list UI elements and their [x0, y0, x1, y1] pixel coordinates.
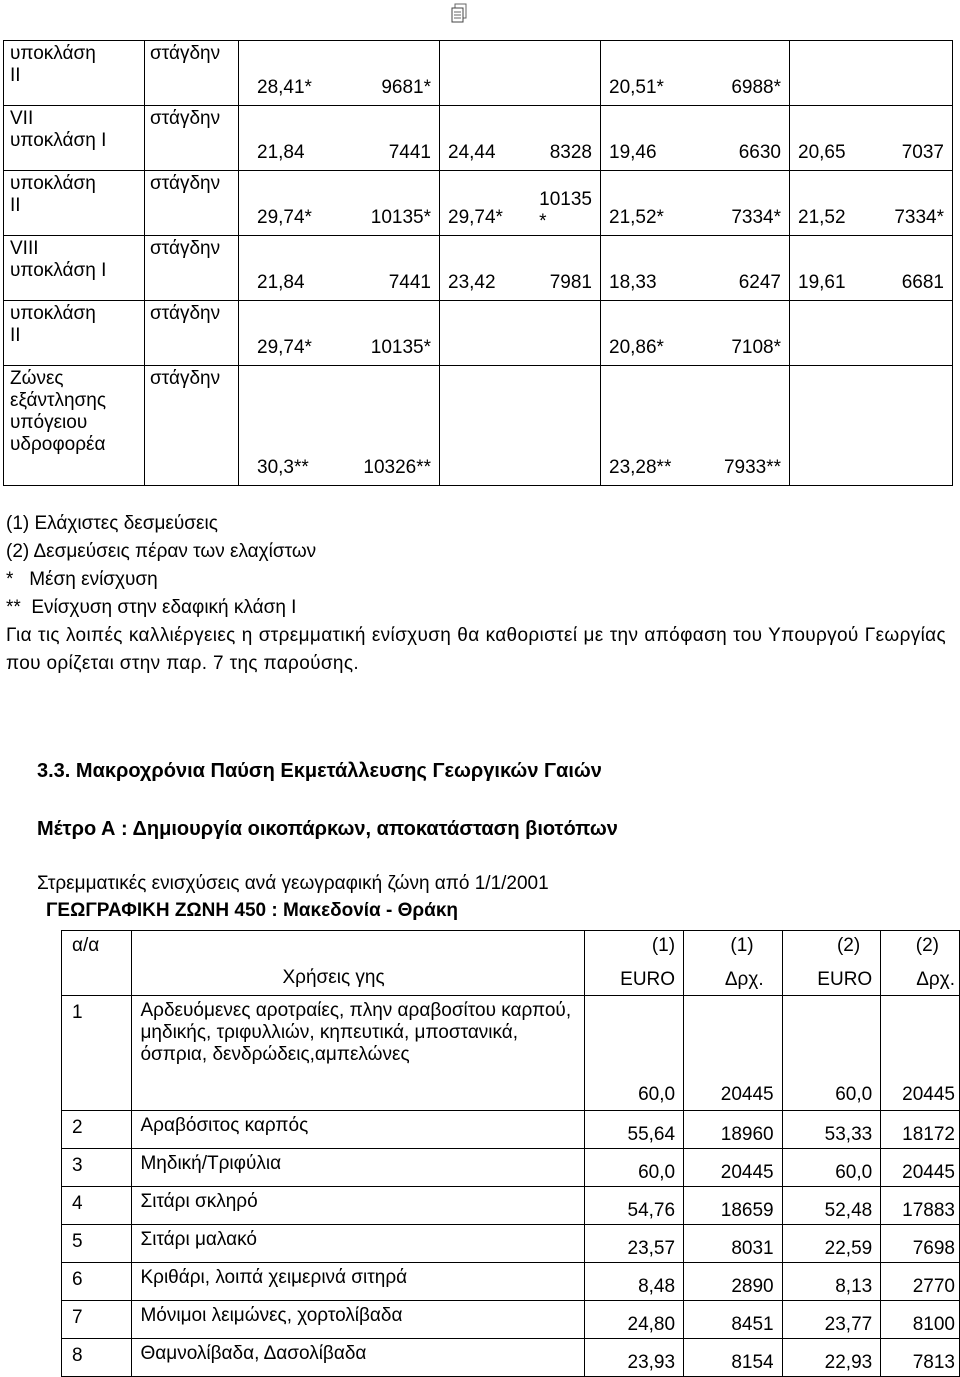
value: 7933** — [723, 457, 781, 478]
value: 23,42 — [448, 272, 496, 293]
header-c4-b: Δρχ. — [916, 969, 955, 990]
value: 10326** — [363, 457, 431, 478]
euro-extra: 22,59 — [782, 1225, 881, 1263]
euro-extra: 23,77 — [782, 1301, 881, 1339]
land-use: Μόνιμοι λειμώνες, χορτολίβαδα — [132, 1301, 585, 1339]
value: 6247 — [738, 272, 781, 293]
drachma-min: 20445 — [684, 996, 783, 1111]
drachma-extra: 7813 — [881, 1339, 960, 1377]
header-c2-a: (1) — [730, 935, 754, 956]
value-cell — [440, 41, 601, 106]
zone-cell: υποκλάση ΙΙ — [4, 171, 145, 236]
header-c2-b: Δρχ. — [724, 969, 764, 990]
value: 7334* — [731, 207, 781, 228]
row-index: 6 — [62, 1263, 132, 1301]
table-row — [62, 1187, 960, 1225]
drachma-extra: 8100 — [881, 1301, 960, 1339]
zone-cell: υποκλάση ΙΙ — [4, 301, 145, 366]
euro-extra: 53,33 — [782, 1111, 881, 1149]
land-use: Σιτάρι σκληρό — [132, 1187, 585, 1225]
value: 21,84 — [257, 272, 305, 293]
euro-min: 55,64 — [585, 1111, 684, 1149]
value-cell — [790, 236, 953, 301]
land-use: Αραβόσιτος καρπός — [132, 1111, 585, 1149]
value-cell — [601, 106, 790, 171]
header-c1-b: EURO — [620, 969, 676, 990]
value-cell — [790, 301, 953, 366]
header-c4 — [881, 931, 960, 996]
value-cell — [601, 41, 790, 106]
value-cell — [239, 236, 440, 301]
value: 18,33 — [609, 272, 657, 293]
euro-min: 54,76 — [585, 1187, 684, 1225]
table-row — [62, 1149, 960, 1187]
table-row — [4, 236, 953, 301]
value: 7108* — [731, 337, 781, 358]
euro-min: 60,0 — [585, 1149, 684, 1187]
euro-extra: 52,48 — [782, 1187, 881, 1225]
header-c1-a: (1) — [651, 935, 676, 956]
value: 19,61 — [798, 272, 846, 293]
value-cell — [239, 41, 440, 106]
value-cell — [790, 171, 953, 236]
drachma-extra: 20445 — [881, 996, 960, 1111]
value: 23,28** — [609, 457, 672, 478]
land-use-subsidy-table — [61, 930, 960, 1377]
value: 9681* — [381, 77, 431, 98]
note-average: * Μέση ενίσχυση — [6, 569, 158, 590]
table-header-row — [62, 931, 960, 996]
header-c3-a: (2) — [836, 935, 861, 956]
irrigation-method-cell: στάγδην — [145, 366, 239, 486]
value-cell — [601, 171, 790, 236]
value-cell — [239, 301, 440, 366]
zone-cell: VIII υποκλάση Ι — [4, 236, 145, 301]
value: 29,74* — [257, 207, 312, 228]
table-row — [4, 41, 953, 106]
drachma-min: 18659 — [684, 1187, 783, 1225]
drachma-min: 8031 — [684, 1225, 783, 1263]
row-index: 2 — [62, 1111, 132, 1149]
value: 28,41* — [257, 77, 312, 98]
value-cell — [790, 41, 953, 106]
zone-cell: υποκλάση ΙΙ — [4, 41, 145, 106]
value-cell — [601, 366, 790, 486]
irrigation-subsidy-table — [3, 40, 953, 486]
drachma-extra: 18172 — [881, 1111, 960, 1149]
table-row — [62, 1263, 960, 1301]
header-c3 — [782, 931, 881, 996]
header-c4-a: (2) — [915, 935, 939, 956]
value: 7334* — [894, 207, 944, 228]
value: 24,44 — [448, 142, 496, 163]
euro-min: 24,80 — [585, 1301, 684, 1339]
value-cell — [790, 106, 953, 171]
value-cell — [601, 236, 790, 301]
value-cell — [440, 236, 601, 301]
row-index: 3 — [62, 1149, 132, 1187]
value: 6630 — [738, 142, 781, 163]
value: 21,84 — [257, 142, 305, 163]
value: 30,3** — [257, 457, 309, 478]
value: 21,52 — [798, 207, 846, 228]
value: 10135* — [370, 207, 431, 228]
euro-min: 23,57 — [585, 1225, 684, 1263]
value: 20,86* — [609, 337, 664, 358]
note-min-commitments: (1) Ελάχιστες δεσμεύσεις — [6, 513, 218, 534]
document-icon — [451, 3, 469, 23]
note-other-crops: Για τις λοιπές καλλιέργειες η στρεμματική ενίσχυση θα καθοριστεί με την απόφαση του Υπουργού Γεωργίας που ορίζεται στην παρ. 7 της παρούσης. — [6, 625, 946, 674]
euro-min: 60,0 — [585, 996, 684, 1111]
value-cell — [440, 106, 601, 171]
row-index: 8 — [62, 1339, 132, 1377]
table-row — [62, 1301, 960, 1339]
drachma-min: 8154 — [684, 1339, 783, 1377]
drachma-extra: 2770 — [881, 1263, 960, 1301]
header-c2 — [684, 931, 783, 996]
irrigation-method-cell: στάγδην — [145, 301, 239, 366]
drachma-extra: 17883 — [881, 1187, 960, 1225]
header-index: α/α — [62, 931, 132, 996]
irrigation-method-cell: στάγδην — [145, 236, 239, 301]
table-row — [62, 996, 960, 1111]
value-cell — [239, 366, 440, 486]
value: 20,65 — [798, 142, 846, 163]
header-land-use: Χρήσεις γης — [132, 931, 585, 996]
note-extra-commitments: (2) Δεσμεύσεις πέραν των ελαχίστων — [6, 541, 317, 562]
header-c1 — [585, 931, 684, 996]
table-row — [62, 1225, 960, 1263]
drachma-min: 20445 — [684, 1149, 783, 1187]
row-index: 4 — [62, 1187, 132, 1225]
land-use: Σιτάρι μαλακό — [132, 1225, 585, 1263]
irrigation-method-cell: στάγδην — [145, 106, 239, 171]
footnotes — [6, 510, 946, 678]
euro-extra: 60,0 — [782, 1149, 881, 1187]
euro-extra: 8,13 — [782, 1263, 881, 1301]
land-use: Θαμνολίβαδα, Δασολίβαδα — [132, 1339, 585, 1377]
drachma-extra: 7698 — [881, 1225, 960, 1263]
header-c3-b: EURO — [817, 969, 873, 990]
value: 21,52* — [609, 207, 664, 228]
value: 7037 — [901, 142, 944, 163]
subtitle: Στρεμματικές ενισχύσεις ανά γεωγραφική ζώνη από 1/1/2001 — [37, 873, 549, 894]
irrigation-method-cell: στάγδην — [145, 41, 239, 106]
measure-heading: Μέτρο Α : Δημιουργία οικοπάρκων, αποκατάσταση βιοτόπων — [37, 818, 618, 840]
land-use: Μηδική/Τριφύλια — [132, 1149, 585, 1187]
value: 10135 * — [539, 189, 592, 232]
value-cell — [440, 171, 601, 236]
table-row — [4, 171, 953, 236]
euro-extra: 60,0 — [782, 996, 881, 1111]
value-cell — [790, 366, 953, 486]
value: 20,51* — [609, 77, 664, 98]
note-class-i: ** Ενίσχυση στην εδαφική κλάση Ι — [6, 597, 297, 618]
table-row — [4, 301, 953, 366]
drachma-extra: 20445 — [881, 1149, 960, 1187]
value: 7441 — [388, 142, 431, 163]
value-cell — [440, 301, 601, 366]
row-index: 7 — [62, 1301, 132, 1339]
value: 10135* — [370, 337, 431, 358]
euro-min: 8,48 — [585, 1263, 684, 1301]
value: 7981 — [549, 272, 592, 293]
table-row — [4, 366, 953, 486]
table-row — [62, 1111, 960, 1149]
zone-heading: ΓΕΩΓΡΑΦΙΚΗ ΖΩΝΗ 450 : Μακεδονία - Θράκη — [46, 900, 459, 921]
value: 6988* — [731, 77, 781, 98]
value: 29,74* — [448, 207, 503, 228]
value: 29,74* — [257, 337, 312, 358]
value: 8328 — [549, 142, 592, 163]
land-use: Κριθάρι, λοιπά χειμερινά σιτηρά — [132, 1263, 585, 1301]
land-use: Αρδευόμενες αροτραίες, πλην αραβοσίτου καρπού, μηδικής, τριφυλλιών, κηπευτικά, μποστανικά, όσπρια, δενδρώδεις,αμπελώνες — [132, 996, 585, 1111]
value: 6681 — [901, 272, 944, 293]
row-index: 1 — [62, 996, 132, 1111]
irrigation-method-cell: στάγδην — [145, 171, 239, 236]
drachma-min: 8451 — [684, 1301, 783, 1339]
zone-cell: Ζώνες εξάντλησης υπόγειου υδροφορέα — [4, 366, 145, 486]
table-row — [62, 1339, 960, 1377]
zone-cell: VII υποκλάση Ι — [4, 106, 145, 171]
section-heading: 3.3. Μακροχρόνια Παύση Εκμετάλλευσης Γεωργικών Γαιών — [37, 760, 602, 782]
drachma-min: 2890 — [684, 1263, 783, 1301]
value-cell — [239, 171, 440, 236]
drachma-min: 18960 — [684, 1111, 783, 1149]
euro-min: 23,93 — [585, 1339, 684, 1377]
row-index: 5 — [62, 1225, 132, 1263]
value: 19,46 — [609, 142, 657, 163]
euro-extra: 22,93 — [782, 1339, 881, 1377]
table-row — [4, 106, 953, 171]
value: 7441 — [388, 272, 431, 293]
value-cell — [239, 106, 440, 171]
value-cell — [601, 301, 790, 366]
value-cell — [440, 366, 601, 486]
